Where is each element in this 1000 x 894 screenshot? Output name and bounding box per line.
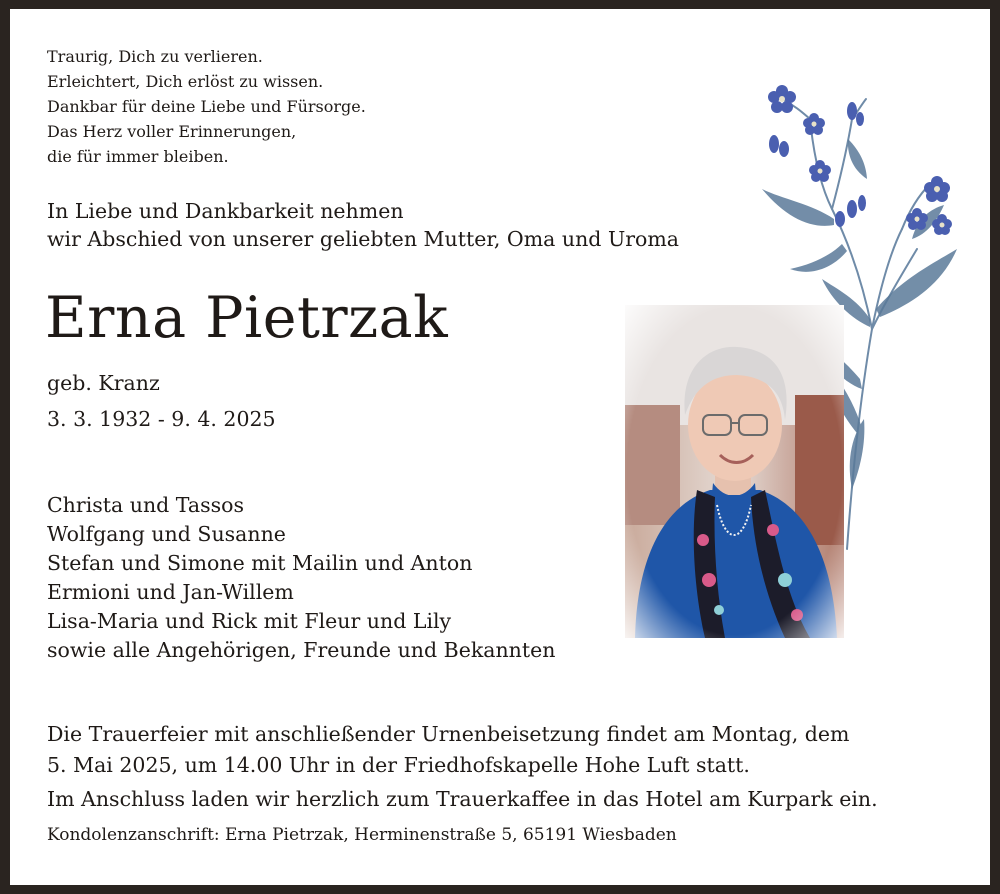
- condolence-address: [47, 821, 677, 849]
- service-line: 5. Mai 2025, um 14.00 Uhr in der Friedhofskapelle Hohe Luft statt.: [47, 753, 750, 777]
- poem-line: die für immer bleiben.: [47, 147, 229, 166]
- service-line: Die Trauerfeier mit anschließender Urnenbeisetzung findet am Montag, dem: [47, 722, 850, 746]
- intro-line: In Liebe und Dankbarkeit nehmen: [47, 199, 404, 223]
- family-entry: Ermioni und Jan-Willem: [47, 580, 294, 604]
- intro-text: [47, 197, 679, 253]
- family-list: [47, 491, 555, 665]
- service-info: [47, 719, 849, 781]
- address-value: Erna Pietrzak, Herminenstraße 5, 65191 Wiesbaden: [225, 825, 677, 845]
- poem-line: Erleichtert, Dich erlöst zu wissen.: [47, 72, 324, 91]
- family-entry: Wolfgang und Susanne: [47, 522, 286, 546]
- poem-line: Traurig, Dich zu verlieren.: [47, 47, 263, 66]
- obituary-card: [10, 9, 990, 885]
- life-dates: 3. 3. 1932 - 9. 4. 2025: [47, 407, 276, 431]
- reception-info: Im Anschluss laden wir herzlich zum Trauerkaffee in das Hotel am Kurpark ein.: [47, 787, 878, 811]
- portrait-photo-icon: [625, 305, 844, 638]
- deceased-name: Erna Pietrzak: [45, 285, 449, 351]
- intro-line: wir Abschied von unserer geliebten Mutter, Oma und Uroma: [47, 227, 680, 251]
- family-entry: Christa und Tassos: [47, 493, 244, 517]
- poem-line: Dankbar für deine Liebe und Fürsorge.: [47, 97, 366, 116]
- birth-name: geb. Kranz: [47, 371, 160, 395]
- family-entry: sowie alle Angehörigen, Freunde und Bekannten: [47, 638, 556, 662]
- family-entry: Stefan und Simone mit Mailin und Anton: [47, 551, 473, 575]
- address-label: Kondolenzanschrift:: [47, 825, 220, 845]
- poem-line: Das Herz voller Erinnerungen,: [47, 122, 297, 141]
- poem: [47, 44, 366, 169]
- family-entry: Lisa-Maria und Rick mit Fleur und Lily: [47, 609, 452, 633]
